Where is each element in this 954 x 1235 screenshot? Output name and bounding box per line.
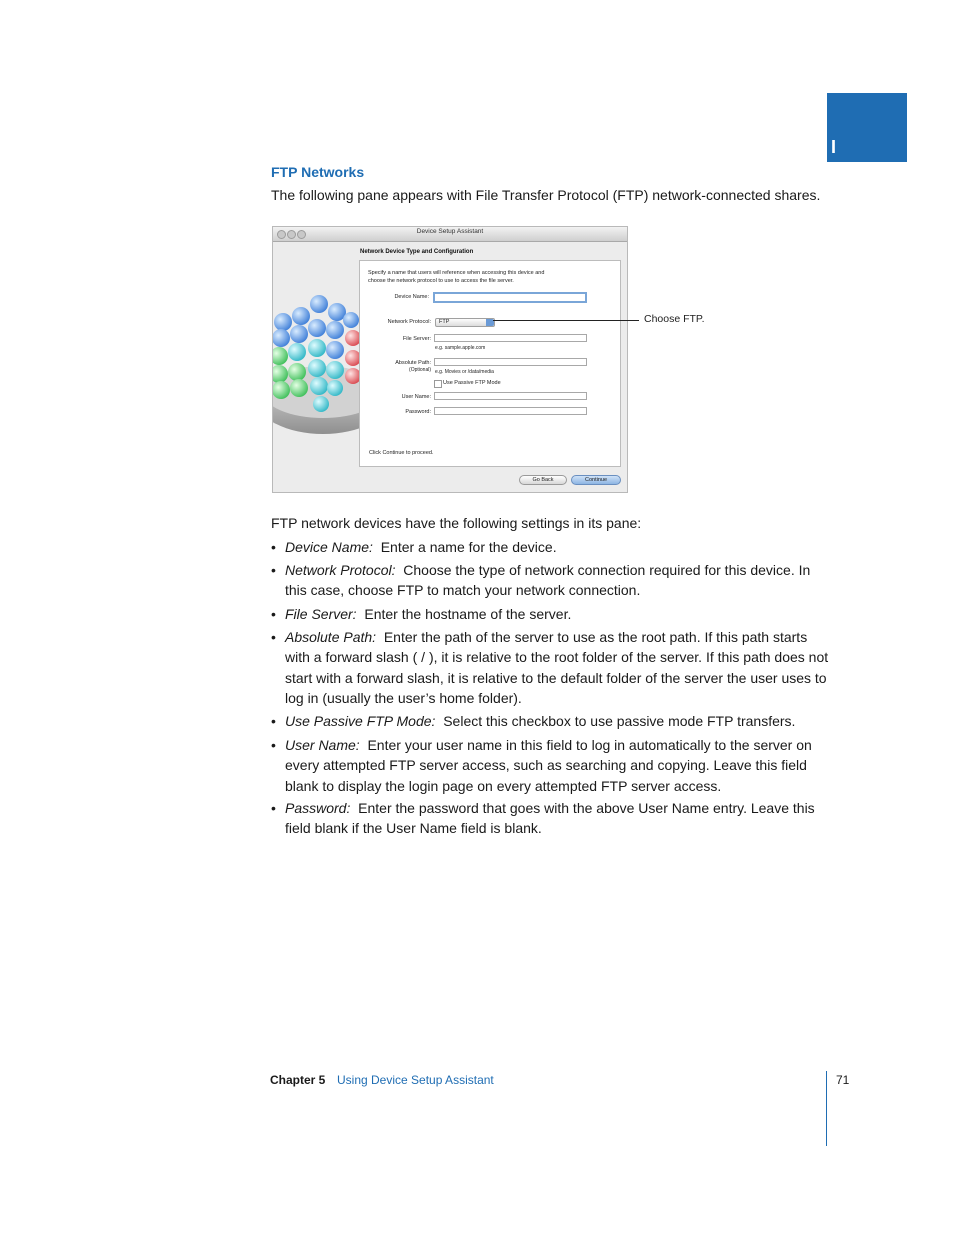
bullet-password — [271, 798, 831, 839]
bullet-device-name — [271, 537, 831, 557]
bullet-term: User Name: — [285, 737, 360, 753]
file-server-label: File Server: — [402, 336, 431, 342]
callout-line — [493, 320, 639, 321]
page-number: 71 — [836, 1073, 850, 1087]
bullet-term: Network Protocol: — [285, 562, 396, 578]
bullet-dot: • — [271, 629, 276, 645]
bullet-text: Choose the type of network connection required for this device. In this case, choose FTP to match your network connection. — [285, 562, 811, 599]
settings-lead: FTP network devices have the following settings in its pane: — [271, 515, 642, 531]
network-protocol-value: FTP — [439, 319, 450, 325]
bullet-dot: • — [271, 713, 276, 729]
bullet-term: Absolute Path: — [285, 629, 377, 645]
passive-ftp-label: Use Passive FTP Mode — [443, 380, 501, 386]
absolute-path-label: Absolute Path: — [395, 360, 431, 366]
instruction-line-1: Specify a name that users will reference when accessing this device and — [368, 270, 545, 276]
bullet-dot: • — [271, 539, 276, 555]
bullet-term: Use Passive FTP Mode: — [285, 713, 436, 729]
bullet-text: Enter the hostname of the server. — [364, 606, 572, 622]
window-titlebar — [273, 227, 627, 242]
bullet-text: Enter the path of the server to use as the root path. If this path starts with a forward slash ( / ), it is relative to the root folder of the server. If this path does not start with a forward slash, it is relative to the default folder of the server the user uses to log in (usually the user’s home folder). — [285, 629, 829, 706]
device-setup-screenshot — [272, 226, 628, 493]
file-server-hint: e.g. sample.apple.com — [435, 345, 486, 351]
footer-divider — [826, 1071, 827, 1146]
password-label: Password: — [405, 409, 431, 415]
bullet-text: Select this checkbox to use passive mode FTP transfers. — [443, 713, 796, 729]
bullet-network-protocol — [271, 560, 831, 601]
file-server-field[interactable] — [434, 334, 587, 342]
bullet-user-name — [271, 735, 831, 796]
network-protocol-select[interactable] — [435, 318, 495, 327]
continue-button[interactable]: Continue — [571, 475, 621, 485]
panel-footer-text: Click Continue to proceed. — [369, 450, 434, 456]
footer-chapter-title: Using Device Setup Assistant — [337, 1073, 494, 1087]
chapter-tab-letter: I — [831, 137, 837, 157]
absolute-path-field[interactable] — [434, 358, 587, 366]
bullet-absolute-path — [271, 627, 831, 708]
bullet-dot: • — [271, 606, 276, 622]
bullet-term: Device Name: — [285, 539, 373, 555]
bullet-text: Enter the password that goes with the above User Name entry. Leave this field blank if the User Name field is blank. — [285, 800, 815, 837]
device-name-label: Device Name: — [394, 294, 429, 300]
section-intro: The following pane appears with File Transfer Protocol (FTP) network-connected shares. — [271, 187, 821, 203]
bullet-file-server — [271, 604, 831, 624]
section-title: FTP Networks — [271, 164, 365, 180]
bullet-dot: • — [271, 562, 276, 578]
passive-ftp-checkbox[interactable] — [434, 380, 442, 388]
network-protocol-label: Network Protocol: — [387, 319, 431, 325]
user-name-label: User Name: — [401, 394, 431, 400]
window-title: Device Setup Assistant — [416, 228, 484, 235]
device-name-field[interactable] — [433, 292, 587, 303]
callout-text: Choose FTP. — [644, 313, 705, 325]
bullet-text: Enter your user name in this field to log in automatically to the server on every attempted FTP server access, such as searching and copying. Leave this field blank to display the login page on every attempted FTP server access. — [285, 737, 812, 794]
password-field[interactable] — [434, 407, 587, 415]
instruction-line-2: choose the network protocol to use to access the file server. — [368, 278, 514, 284]
absolute-path-hint: e.g. Movies or /data/media — [435, 369, 494, 375]
optional-label: (Optional) — [409, 367, 431, 373]
bullet-dot: • — [271, 737, 276, 753]
bullet-passive-ftp — [271, 711, 831, 731]
user-name-field[interactable] — [434, 392, 587, 400]
bullet-text: Enter a name for the device. — [380, 539, 557, 555]
panel-heading: Network Device Type and Configuration — [360, 249, 474, 255]
bullet-term: File Server: — [285, 606, 357, 622]
chapter-tab — [827, 93, 907, 162]
bullet-dot: • — [271, 800, 276, 816]
footer-chapter: Chapter 5 — [270, 1073, 326, 1087]
go-back-button[interactable]: Go Back — [519, 475, 567, 485]
bullet-term: Password: — [285, 800, 351, 816]
